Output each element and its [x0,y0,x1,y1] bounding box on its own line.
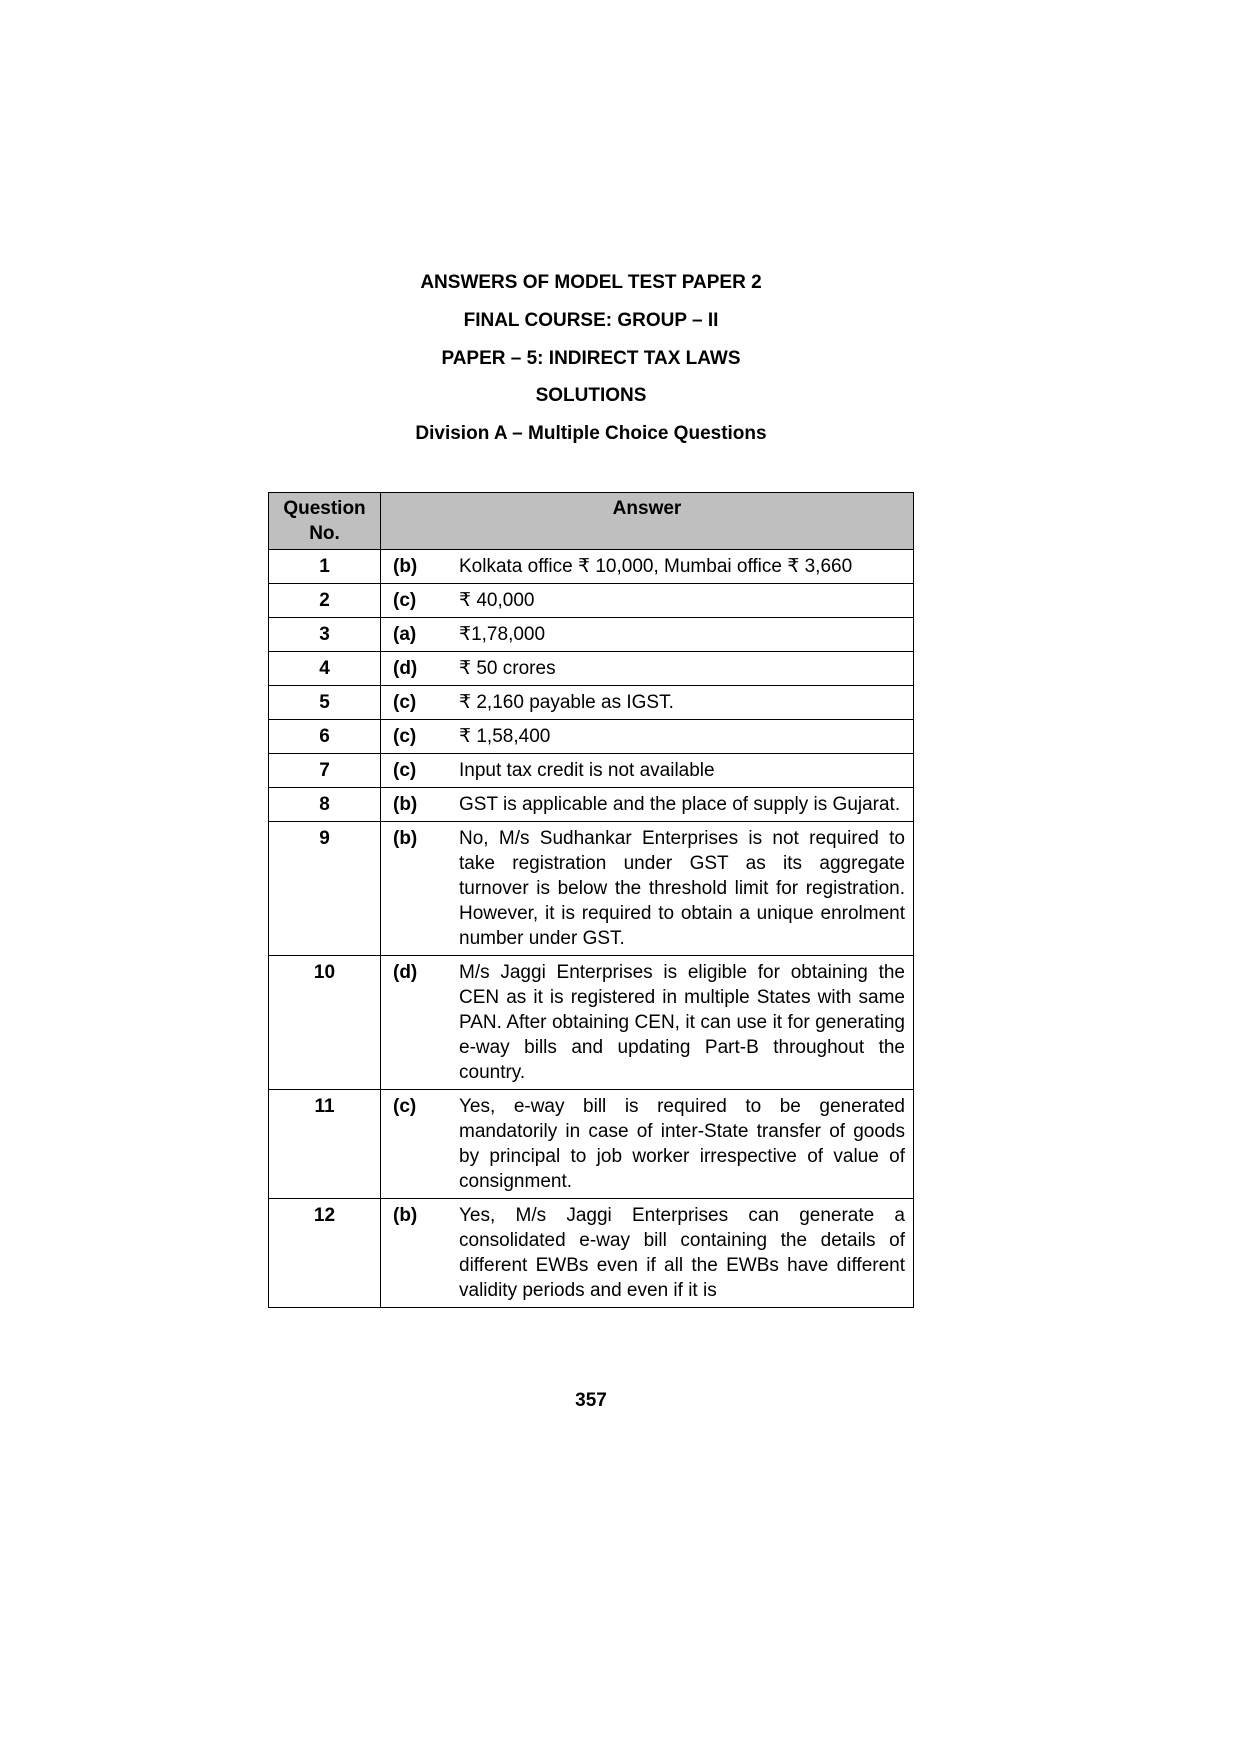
question-number-cell: 3 [269,617,381,651]
doc-title-paper: PAPER – 5: INDIRECT TAX LAWS [441,347,741,369]
table-row [269,583,914,617]
answer-text: ₹ 2,160 payable as IGST. [459,691,674,713]
page-content [268,0,914,1412]
answer-option: (d) [393,961,418,983]
answer-text: ₹1,78,000 [459,623,546,645]
question-number-cell: 6 [269,719,381,753]
answer-option: (b) [393,555,418,577]
answer-text: No, M/s Sudhankar Enterprises is not required to take registration under GST as its aggregate turnover is below the threshold limit for registration. However, it is required to obtain a unique enrolment number under GST. [459,827,905,949]
question-number-cell: 1 [269,549,381,583]
answer-text: ₹ 1,58,400 [459,725,551,747]
table-row [269,1089,914,1198]
question-number-cell: 12 [269,1198,381,1307]
question-number-cell: 2 [269,583,381,617]
doc-title-solutions: SOLUTIONS [535,385,647,407]
answer-text: Kolkata office ₹ 10,000, Mumbai office ₹ 3,660 [459,555,853,577]
table-row [269,617,914,651]
doc-title-course: FINAL COURSE: GROUP – II [463,309,719,331]
answer-text: Yes, M/s Jaggi Enterprises can generate a consolidated e-way bill containing the details of different EWBs even if all the EWBs have different validity periods and even if it is [459,1204,905,1301]
answer-col-header: Answer [381,492,914,549]
question-number-cell: 8 [269,787,381,821]
answer-cell [381,753,914,787]
answer-option: (c) [393,691,417,713]
question-number-cell: 10 [269,955,381,1089]
answer-option: (c) [393,589,417,611]
question-number-cell: 9 [269,821,381,955]
answer-text: ₹ 40,000 [459,589,535,611]
question-number-cell: 11 [269,1089,381,1198]
table-row [269,549,914,583]
answer-option: (c) [393,759,417,781]
answer-cell [381,1089,914,1198]
page-number: 357 [575,1389,607,1411]
answer-cell [381,685,914,719]
table-row [269,821,914,955]
answer-text: GST is applicable and the place of supply is Gujarat. [459,793,901,815]
table-row [269,719,914,753]
answer-option: (b) [393,1204,418,1226]
question-number-cell: 4 [269,651,381,685]
answer-option: (b) [393,827,418,849]
title-block [268,272,914,446]
answer-option: (c) [393,1095,417,1117]
question-number-cell: 5 [269,685,381,719]
table-row [269,685,914,719]
table-row [269,651,914,685]
answer-option: (d) [393,657,418,679]
answer-cell [381,617,914,651]
answer-cell [381,821,914,955]
question-col-header: Question No. [269,492,381,549]
doc-title-division: Division A – Multiple Choice Questions [415,423,767,445]
answer-cell [381,955,914,1089]
table-row [269,1198,914,1307]
answer-cell [381,583,914,617]
answer-cell [381,549,914,583]
answer-cell [381,651,914,685]
doc-title-answers: ANSWERS OF MODEL TEST PAPER 2 [420,272,762,293]
answer-option: (c) [393,725,417,747]
table-row [269,787,914,821]
answers-table [268,492,914,1308]
question-number-cell: 7 [269,753,381,787]
answer-text: ₹ 50 crores [459,657,556,679]
table-header-row [269,492,914,549]
answer-text: M/s Jaggi Enterprises is eligible for obtaining the CEN as it is registered in multiple States with same PAN. After obtaining CEN, it can use it for generating e-way bills and updating Part-B throughout the country. [459,961,905,1083]
answer-option: (a) [393,623,417,645]
table-row [269,955,914,1089]
answer-option: (b) [393,793,418,815]
answer-text: Input tax credit is not available [459,759,715,781]
answer-text: Yes, e-way bill is required to be generated mandatorily in case of inter-State transfer of goods by principal to job worker irrespective of value of consignment. [459,1095,905,1192]
table-row [269,753,914,787]
answer-cell [381,719,914,753]
answer-cell [381,1198,914,1307]
answer-cell [381,787,914,821]
